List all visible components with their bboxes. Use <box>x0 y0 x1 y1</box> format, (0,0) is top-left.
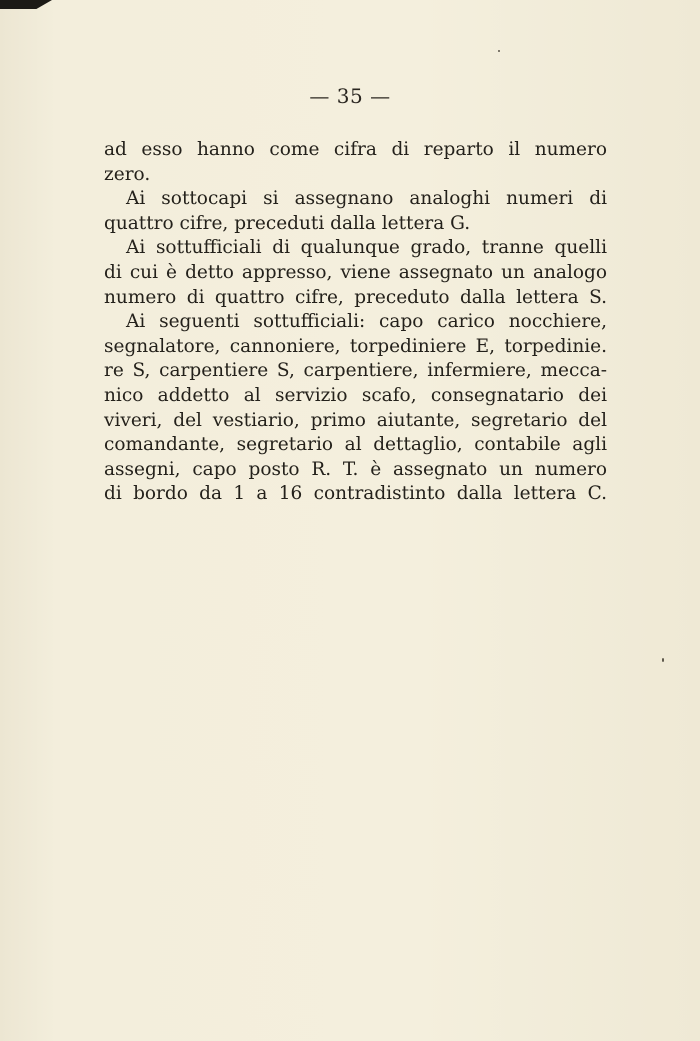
text-line: Ai sottocapi si assegnano analoghi numeri di <box>126 188 607 210</box>
text-line: viveri, del vestiario, primo aiutante, segretario del <box>104 409 607 431</box>
text-line: Ai sottufficiali di qualunque grado, tranne quelli <box>126 237 607 259</box>
text-line: segnalatore, cannoniere, torpediniere E, torpedinie. <box>104 335 607 357</box>
text-line: di bordo da 1 a 16 contradistinto dalla lettera C. <box>104 483 607 505</box>
text-line: nico addetto al servizio scafo, consegnatario dei <box>104 384 607 406</box>
text-line: numero di quattro cifre, preceduto dalla lettera S. <box>104 286 607 308</box>
paper-speck <box>498 50 500 52</box>
text-line: Ai seguenti sottufficiali: capo carico nocchiere, <box>126 311 607 333</box>
text-line: di cui è detto appresso, viene assegnato un analogo <box>104 261 607 283</box>
body-text <box>104 138 607 507</box>
paper-speck <box>662 658 664 662</box>
text-line: assegni, capo posto R. T. è assegnato un numero <box>104 458 607 480</box>
text-line: comandante, segretario al dettaglio, contabile agli <box>104 434 607 456</box>
text-line: re S, carpentiere S, carpentiere, infermiere, mecca- <box>104 360 607 382</box>
text-line: ad esso hanno come cifra di reparto il numero <box>104 139 607 160</box>
page-number: — 35 — <box>309 84 391 108</box>
text-line: zero. <box>104 163 151 185</box>
text-line: quattro cifre, preceduti dalla lettera G. <box>104 212 471 234</box>
scan-corner-mark <box>0 0 52 9</box>
